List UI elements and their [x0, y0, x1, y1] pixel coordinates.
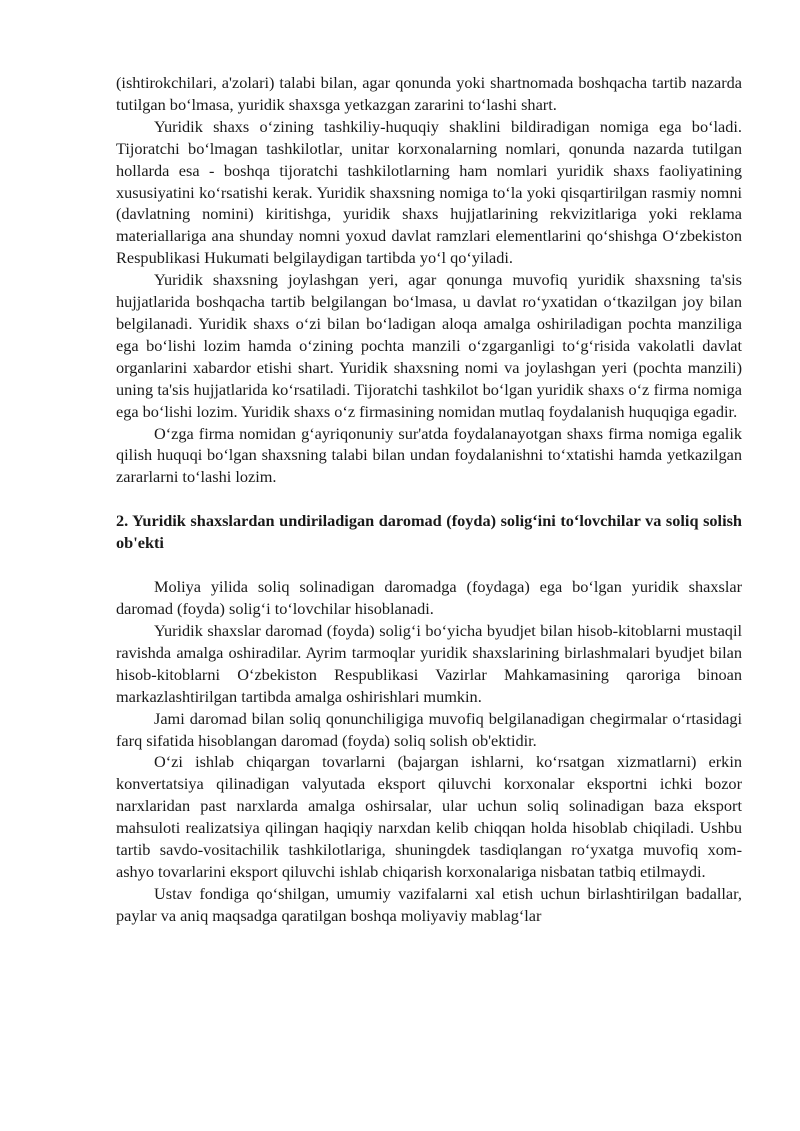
paragraph-4: O‘zga firma nomidan g‘ayriqonuniy sur'atda foydalanayotgan shaxs firma nomiga egalik qilish huquqi bo‘lgan shaxsning talabi bilan undan foydalanishni to‘xtatishi hamda yetkazilgan zararlarni to‘lashi lozim. — [116, 423, 742, 487]
paragraph-2: Yuridik shaxs o‘zining tashkiliy-huquqiy shaklini bildiradigan nomiga ega bo‘ladi. Tijoratchi bo‘lmagan tashkilotlar, unitar korxonalarning nomlari, qonunda nazarda tutilgan hollarda esa - boshqa tijoratchi tashkilotlarning ham nomlari yuridik shaxs faoliyatining xususiyatini ko‘rsatishi kerak. Yuridik shaxsning nomiga to‘la yoki qisqartirilgan rasmiy nomni (davlatning nomini) kiritishga, yuridik shaxs hujjatlarining rekvizitlariga yoki reklama materiallariga ana shunday nomni yoxud davlat ramzlari elementlarini qo‘shishga O‘zbekiston Respublikasi Hukumati belgilaydigan tartibda yo‘l qo‘yiladi. — [116, 116, 742, 268]
paragraph-9: Ustav fondiga qo‘shilgan, umumiy vazifalarni xal etish uchun birlashtirilgan badallar, paylar va aniq maqsadga qaratilgan boshqa moliyaviy mablag‘lar — [116, 883, 742, 925]
paragraph-7: Jami daromad bilan soliq qonunchiligiga muvofiq belgilanadigan chegirmalar o‘rtasidagi farq sifatida hisoblangan daromad (foyda) soliq solish ob'ektidir. — [116, 708, 742, 750]
paragraph-8: O‘zi ishlab chiqargan tovarlarni (bajargan ishlarni, ko‘rsatgan xizmatlarni) erkin konvertatsiya qilinadigan valyutada eksport qiluvchi korxonalar eksportni ichki bozor narxlaridan past narxlarda amalga oshirsalar, ular uchun soliq solinadigan baza eksport mahsuloti realizatsiya qilingan haqiqiy narxdan kelib chiqqan holda hisoblab chiqiladi. Ushbu tartib savdo-vositachilik tashkilotlariga, shuningdek tasdiqlangan ro‘yxatga muvofiq xom-ashyo tovarlarini eksport qiluvchi ishlab chiqarish korxonalariga nisbatan tatbiq etilmaydi. — [116, 752, 742, 881]
paragraph-6: Yuridik shaxslar daromad (foyda) solig‘i bo‘yicha byudjet bilan hisob-kitoblarni mustaqil ravishda amalga oshiradilar. Ayrim tarmoqlar yuridik shaxslarining birlashmalari byudjet bilan hisob-kitoblarni O‘zbekiston Respublikasi Vazirlar Mahkamasining qaroriga binoan markazlashtirilgan tartibda amalga oshirishlari mumkin. — [116, 621, 742, 706]
document-page — [116, 72, 742, 927]
section-heading: 2. Yuridik shaxslardan undiriladigan daromad (foyda) solig‘ini to‘lovchilar va soliq solish ob'ekti — [116, 511, 742, 553]
paragraph-5: Moliya yilida soliq solinadigan daromadga (foydaga) ega bo‘lgan yuridik shaxslar daromad (foyda) solig‘i to‘lovchilar hisoblanadi. — [116, 577, 742, 619]
paragraph-3: Yuridik shaxsning joylashgan yeri, agar qonunga muvofiq yuridik shaxsning ta'sis hujjatlarida boshqacha tartib belgilangan bo‘lmasa, u davlat ro‘yxatidan o‘tkazilgan joy bilan belgilanadi. Yuridik shaxs o‘zi bilan bo‘ladigan aloqa amalga oshiriladigan pochta manziliga ega bo‘lishi lozim hamda o‘zining pochta manzili o‘zgarganligi to‘g‘risida vakolatli davlat organlarini xabardor etishi shart. Yuridik shaxsning nomi va joylashgan yeri (pochta manzili) uning ta'sis hujjatlarida ko‘rsatiladi. Tijoratchi tashkilot bo‘lgan yuridik shaxs o‘z firma nomiga ega bo‘lishi lozim. Yuridik shaxs o‘z firmasining nomidan mutlaq foydalanish huquqiga egadir. — [116, 270, 742, 421]
paragraph-1: (ishtirokchilari, a'zolari) talabi bilan, agar qonunda yoki shartnomada boshqacha tartib nazarda tutilgan bo‘lmasa, yuridik shaxsga yetkazgan zararini to‘lashi shart. — [116, 73, 742, 114]
